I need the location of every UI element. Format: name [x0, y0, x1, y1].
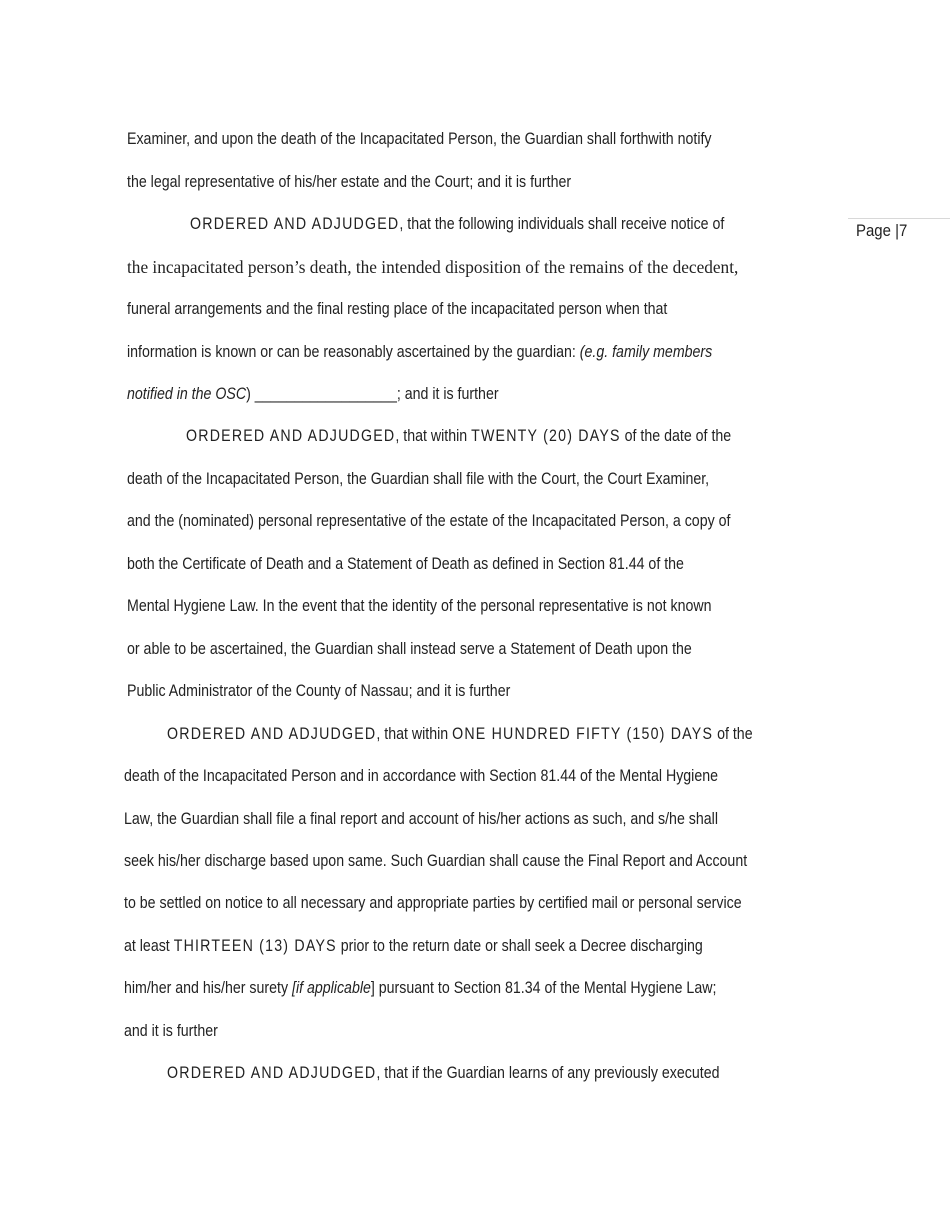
body-line: Mental Hygiene Law. In the event that the identity of the personal representative is not known: [127, 597, 712, 615]
deadline-text: TWENTY (20) DAYS: [471, 427, 621, 445]
body-text: ) __________________; and it is further: [246, 385, 499, 403]
body-line: [127, 384, 499, 404]
ordered-adjudged-heading: ORDERED AND ADJUDGED: [167, 725, 377, 743]
ordered-adjudged-heading: ORDERED AND ADJUDGED: [190, 215, 400, 233]
body-text: prior to the return date or shall seek a Decree discharging: [336, 937, 703, 955]
italic-note: notified in the OSC: [127, 385, 247, 403]
body-text: of the date of the: [620, 427, 732, 445]
body-text: , that if the Guardian learns of any previously executed: [376, 1064, 720, 1082]
body-text: at least: [124, 937, 174, 955]
body-line: [186, 426, 731, 446]
body-text: ] pursuant to Section 81.34 of the Mental Hygiene Law;: [370, 979, 717, 997]
body-line: [124, 978, 716, 998]
page-label: Page |: [856, 221, 899, 240]
body-line: and the (nominated) personal representative of the estate of the Incapacitated Person, a copy of: [127, 512, 731, 530]
body-line: Law, the Guardian shall file a final report and account of his/her actions as such, and s/he shall: [124, 810, 718, 828]
page-number-header: [856, 221, 907, 241]
italic-note: (e.g. family members: [579, 343, 713, 361]
body-line: death of the Incapacitated Person and in accordance with Section 81.44 of the Mental Hygiene: [124, 767, 719, 785]
body-line: [167, 724, 753, 744]
body-line: to be settled on notice to all necessary and appropriate parties by certified mail or personal service: [124, 894, 742, 912]
body-line: [124, 936, 703, 956]
ordered-adjudged-heading: ORDERED AND ADJUDGED: [167, 1064, 377, 1082]
body-line: both the Certificate of Death and a Statement of Death as defined in Section 81.44 of the: [127, 555, 684, 573]
body-line: Public Administrator of the County of Nassau; and it is further: [127, 682, 511, 700]
body-text: of the: [713, 725, 753, 743]
body-line: the incapacitated person’s death, the intended disposition of the remains of the decedent,: [127, 257, 739, 277]
body-line: Examiner, and upon the death of the Incapacitated Person, the Guardian shall forthwith notify: [127, 130, 712, 148]
page-number: 7: [898, 221, 908, 240]
body-text: information is known or can be reasonably ascertained by the guardian:: [127, 343, 580, 361]
body-line: death of the Incapacitated Person, the Guardian shall file with the Court, the Court Examiner,: [127, 470, 710, 488]
body-text: him/her and his/her surety: [124, 979, 292, 997]
body-line: funeral arrangements and the final resting place of the incapacitated person when that: [127, 300, 668, 318]
body-text: , that within: [376, 725, 453, 743]
body-line: [127, 342, 712, 362]
body-text: , that within: [395, 427, 472, 445]
body-line: seek his/her discharge based upon same. Such Guardian shall cause the Final Report and Account: [124, 852, 748, 870]
header-rule: [848, 218, 950, 219]
body-line: and it is further: [124, 1022, 218, 1040]
body-line: [190, 214, 724, 234]
ordered-adjudged-heading: ORDERED AND ADJUDGED: [186, 427, 396, 445]
deadline-text: THIRTEEN (13) DAYS: [173, 937, 337, 955]
body-line: the legal representative of his/her estate and the Court; and it is further: [127, 173, 572, 191]
body-line: or able to be ascertained, the Guardian shall instead serve a Statement of Death upon the: [127, 640, 692, 658]
body-line: [167, 1063, 719, 1083]
italic-note: [if applicable: [291, 979, 371, 997]
deadline-text: ONE HUNDRED FIFTY (150) DAYS: [452, 725, 714, 743]
body-text: , that the following individuals shall receive notice of: [399, 215, 725, 233]
